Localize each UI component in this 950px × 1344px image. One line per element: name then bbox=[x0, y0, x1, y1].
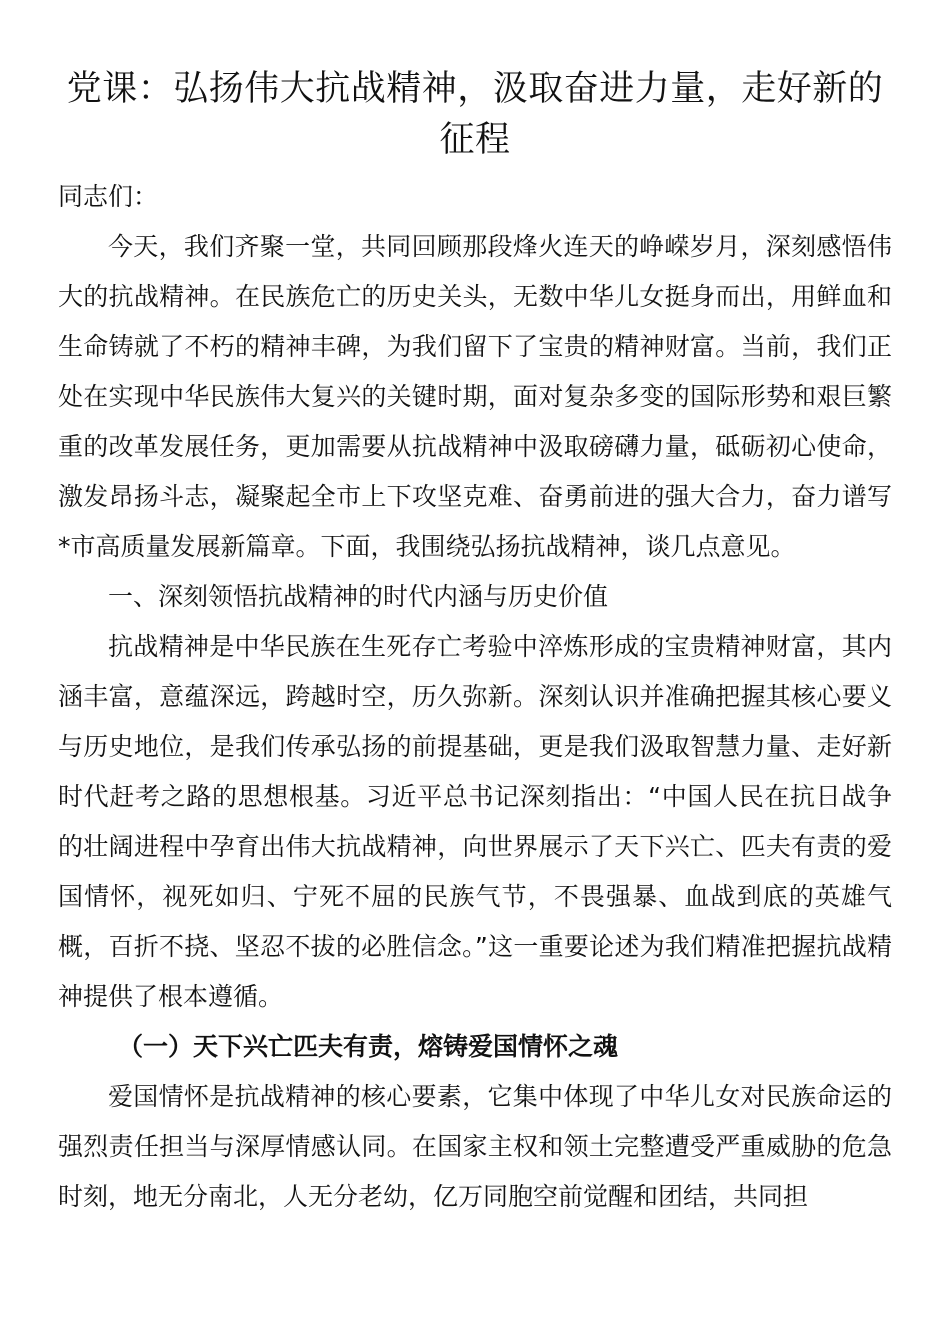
section-1-heading: 一、深刻领悟抗战精神的时代内涵与历史价值 bbox=[108, 582, 609, 611]
subsection-1-heading: （一）天下兴亡匹夫有责，熔铸爱国情怀之魂 bbox=[118, 1032, 619, 1061]
document-title: 党课：弘扬伟大抗战精神，汲取奋进力量，走好新的征程 bbox=[66, 69, 884, 160]
salutation: 同志们： bbox=[58, 182, 159, 211]
document-page bbox=[58, 64, 892, 1222]
section-1-paragraph: 抗战精神是中华民族在生死存亡考验中淬炼形成的宝贵精神财富，其内涵丰富，意蕴深远，跨越时空，历久弥新。深刻认识并准确把握其核心要义与历史地位，是我们传承弘扬的前提基础，更是我们汲取智慧力量、走好新时代赶考之路的思想根基。习近平总书记深刻指出：“中国人民在抗日战争的壮阔进程中孕育出伟大抗战精神，向世界展示了天下兴亡、匹夫有责的爱国情怀，视死如归、宁死不屈的民族气节，不畏强暴、血战到底的英雄气概，百折不挠、坚忍不拔的必胜信念。”这一重要论述为我们精准把握抗战精神提供了根本遵循。 bbox=[58, 632, 892, 1011]
subsection-1-paragraph: 爱国情怀是抗战精神的核心要素，它集中体现了中华儿女对民族命运的强烈责任担当与深厚情感认同。在国家主权和领土完整遭受严重威胁的危急时刻，地无分南北，人无分老幼，亿万同胞空前觉醒和团结，共同担 bbox=[58, 1082, 892, 1211]
intro-paragraph: 今天，我们齐聚一堂，共同回顾那段烽火连天的峥嵘岁月，深刻感悟伟大的抗战精神。在民族危亡的历史关头，无数中华儿女挺身而出，用鲜血和生命铸就了不朽的精神丰碑，为我们留下了宝贵的精神财富。当前，我们正处在实现中华民族伟大复兴的关键时期，面对复杂多变的国际形势和艰巨繁重的改革发展任务，更加需要从抗战精神中汲取磅礴力量，砥砺初心使命，激发昂扬斗志，凝聚起全市上下攻坚克难、奋勇前进的强大合力，奋力谱写*市高质量发展新篇章。下面，我围绕弘扬抗战精神，谈几点意见。 bbox=[58, 232, 892, 561]
